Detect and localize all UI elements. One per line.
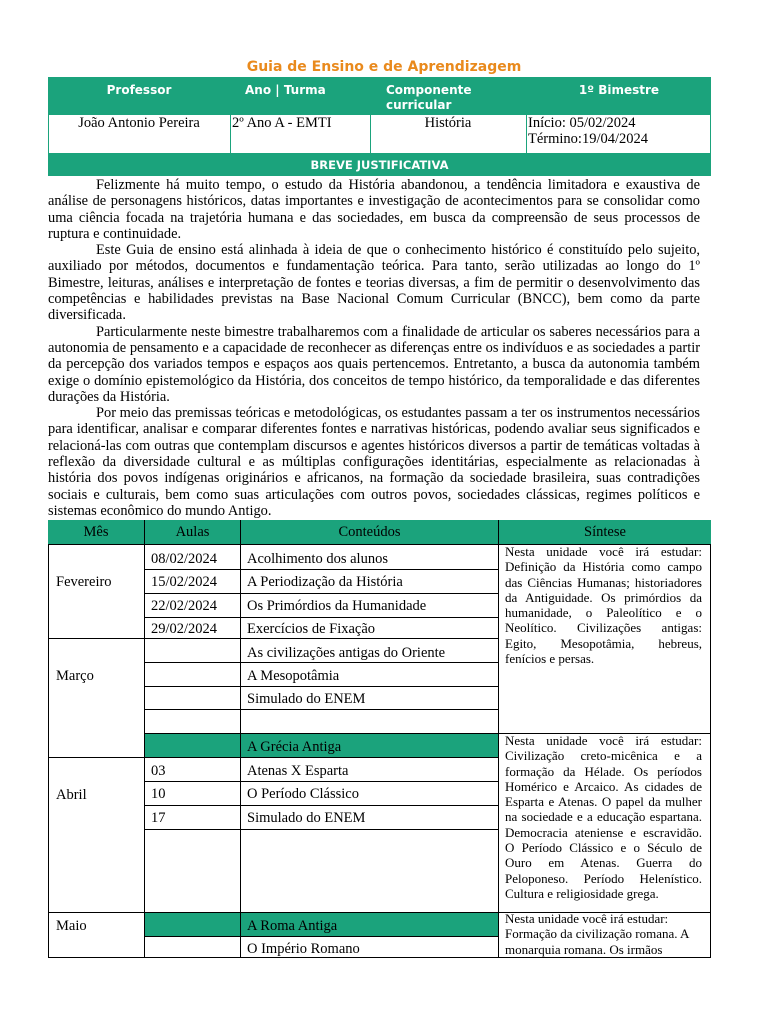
month-abril: Abril	[56, 787, 87, 803]
termino-date: Término:19/04/2024	[528, 131, 649, 147]
roma-label: A Roma Antiga	[247, 918, 338, 934]
col-conteudos: Conteúdos	[338, 524, 401, 540]
professor-name: João Antonio Pereira	[78, 115, 200, 131]
table-row-aula: 03	[151, 763, 166, 779]
table-row-aula: 22/02/2024	[151, 598, 218, 614]
month-fevereiro: Fevereiro	[56, 574, 112, 590]
justificativa-heading: BREVE JUSTIFICATIVA	[48, 154, 711, 176]
table-row-conteudo: Os Primórdios da Humanidade	[247, 598, 427, 614]
justificativa-paragraph-2: Este Guia de ensino está alinhada à ideia de que o conhecimento histórico é constituído pelo sujeito, auxiliado por métodos, documentos e fundamentação teórica. Para tanto, serão utilizadas ao longo do 1º Bimestre, leituras, análises e interpretação de fontes e teorias diversas, a fim de permitir o desenvolvimento das competências e habilidades previstas na Base Nacional Comum Curricular (BNCC), bem como da parte diversificada.	[48, 242, 700, 324]
table-row-conteudo: Atenas X Esparta	[247, 763, 349, 779]
inicio-date: Início: 05/02/2024	[528, 115, 636, 131]
sintese-unidade-1: Nesta unidade você irá estudar: Definição da História como campo das Ciências Humanas; historiadores da Antiguidade. Os primórdios da humanidade, o Paleolítico e o Neolítico. Civilizações antigas: Egito, Mesopotâmia, hebreus, fenícios e persas.	[505, 544, 702, 667]
table-row-aula: 29/02/2024	[151, 621, 218, 637]
table-row-aula: 08/02/2024	[151, 551, 218, 567]
header-bimestre-label: 1º Bimestre	[578, 83, 660, 97]
justificativa-text	[48, 177, 700, 519]
justificativa-paragraph-4: Por meio das premissas teóricas e metodológicas, os estudantes passam a ter os instrumentos necessários para identificar, analisar e comparar diferentes fontes e narrativas históricas, podendo avaliar seus significados e relacioná-las com outras que contemplam discursos e agentes históricos diversos a partir de temáticas voltadas à reflexão da diversidade cultural e as múltiplas configurações identitárias, especialmente as relacionadas à história dos povos indígenas originários e africanos, na formação da sociedade brasileira, suas contradições sociais e culturais, bem como suas articulações com outros povos, sociedades clássicas, regimes políticos e sistemas econômico do mundo Antigo.	[48, 405, 700, 519]
header-componente-label: Componente curricular	[386, 83, 472, 112]
header-ano-turma-label: Ano | Turma	[245, 83, 326, 97]
componente-value: História	[424, 115, 472, 131]
table-row-aula: 17	[151, 810, 166, 826]
table-row-conteudo: Simulado do ENEM	[247, 691, 366, 707]
table-row-conteudo: Exercícios de Fixação	[247, 621, 376, 637]
table-row-conteudo: Simulado do ENEM	[247, 810, 366, 826]
col-sintese: Síntese	[584, 524, 626, 540]
imperio-label: O Império Romano	[247, 941, 360, 957]
grecia-label: A Grécia Antiga	[247, 739, 342, 755]
table-row-aula: 10	[151, 786, 166, 802]
col-mes: Mês	[83, 524, 109, 540]
table-row-aula: 15/02/2024	[151, 574, 218, 590]
table-row-conteudo: O Período Clássico	[247, 786, 359, 802]
col-aulas: Aulas	[175, 524, 210, 540]
justificativa-paragraph-3: Particularmente neste bimestre trabalharemos com a finalidade de articular os saberes necessários para a autonomia de pensamento e a capacidade de reconhecer as diferenças entre os indivíduos e as sociedades a partir da percepção dos variados tempos e espaços aos quais pertencemos. Entretanto, a busca da autonomia também exige o domínio epistemológico da História, dos conceitos de tempo histórico, da temporalidade e das diferentes durações da História.	[48, 323, 700, 405]
table-row-conteudo: Acolhimento dos alunos	[247, 551, 388, 567]
table-row-conteudo: A Mesopotâmia	[247, 668, 340, 684]
sintese-unidade-2: Nesta unidade você irá estudar: Civilização creto-micênica e a formação da Hélade. Os períodos Homérico e Arcaico. As cidades de Esparta e Atenas. O papel da mulher na sociedade e a educação espartana. Democracia ateniense e escravidão. O Período Clássico e o Século de Ouro em Atenas. Guerra do Peloponeso. Período Helenístico. Cultura e religiosidade grega.	[505, 733, 702, 901]
justificativa-paragraph-1: Felizmente há muito tempo, o estudo da História abandonou, a tendência limitadora e exaustiva de análise de personagens históricos, datas importantes e investigação de acontecimentos para se consolidar como uma ciência focada na trajetória humana e das sociedades, em busca da compreensão de seus processos de ruptura e continuidade.	[48, 177, 700, 242]
sintese-unidade-3: Nesta unidade você irá estudar: Formação da civilização romana. A monarquia romana. Os irmãos	[505, 911, 689, 957]
month-maio: Maio	[56, 918, 87, 934]
ano-turma-value: 2º Ano A - EMTI	[232, 115, 332, 131]
header-professor-label: Professor	[106, 83, 172, 97]
month-marco: Março	[56, 668, 94, 684]
table-row-conteudo: As civilizações antigas do Oriente	[247, 645, 446, 661]
page-title: Guia de Ensino e de Aprendizagem	[246, 59, 522, 75]
table-row-conteudo: A Periodização da História	[247, 574, 403, 590]
